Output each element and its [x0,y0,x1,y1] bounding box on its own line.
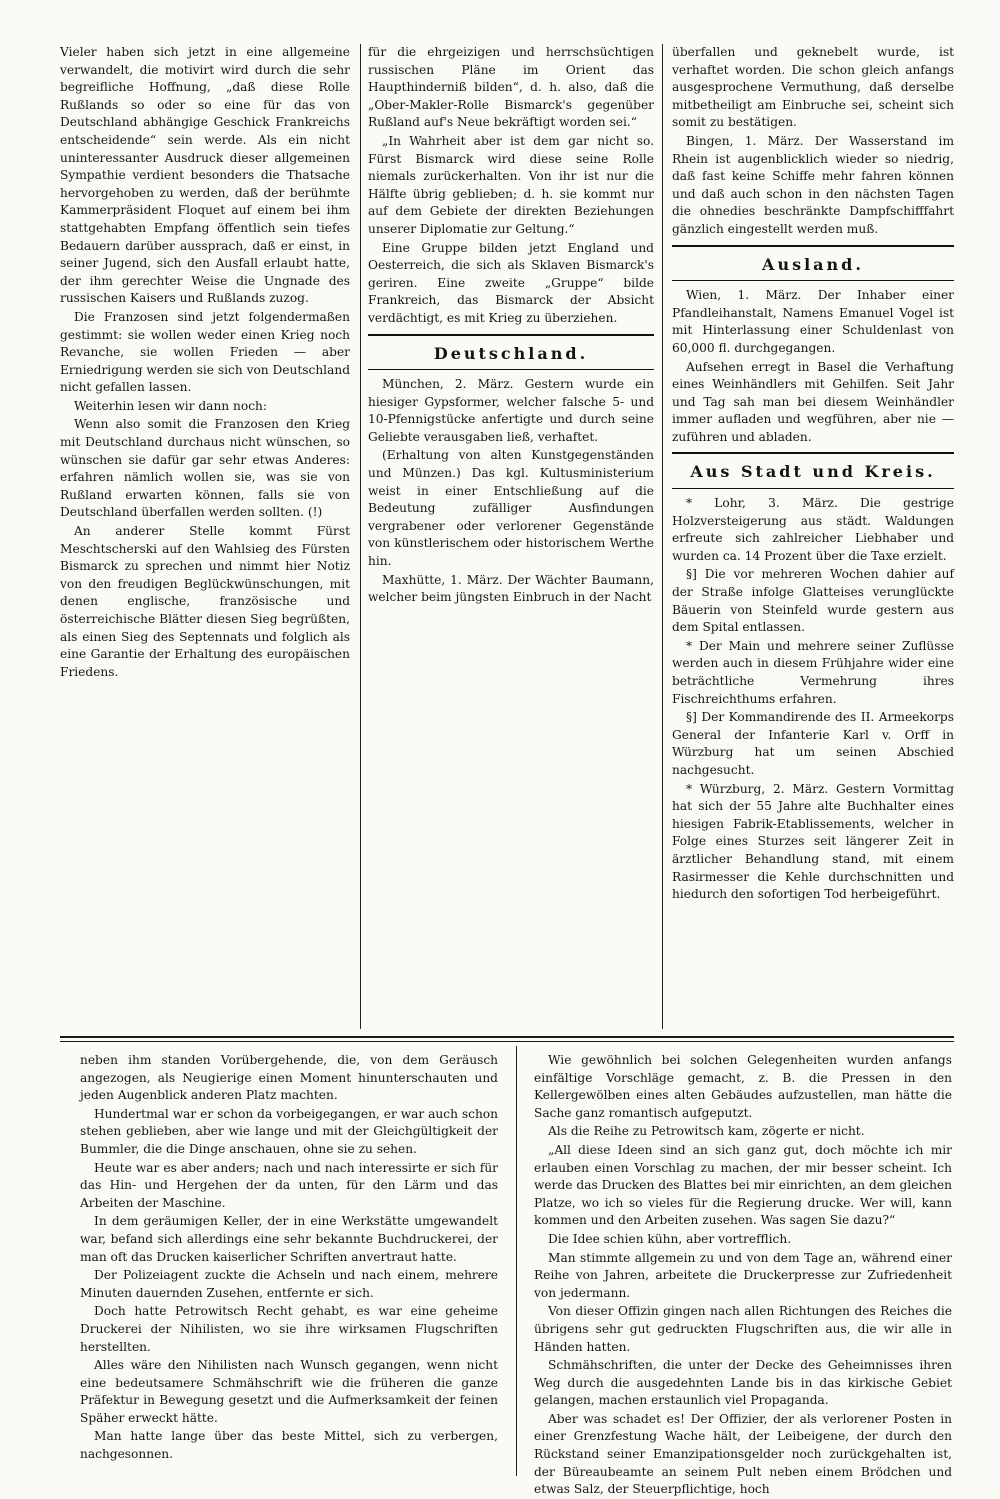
paragraph: neben ihm standen Vorübergehende, die, von dem Geräusch angezogen, als Neugierige einen Moment hinunterschauten und jeden Augenblick anderen Platz machten. [80,1053,498,1103]
paragraph: Wenn also somit die Franzosen den Krieg mit Deutschland durchaus nicht wünschen, so wünschen sie dafür gar sehr etwas Anderes: erfahren nämlich wollen sie, was sie von Rußland erwarten können, falls sie von Deutschland überfallen werden sollten. (!) [60,417,350,520]
feuilleton-rule-thin [60,1041,954,1042]
paragraph: Aber was schadet es! Der Offizier, der als verlorener Posten in einer Grenzfestung Wache hält, der Leibeigene, der durch den Rückstand seiner Emanzipationsgelder noch zurückgehalten ist, der Büreaubeamte an seinem Pult neben einem Brödchen und etwas Salz, der Steuerpflichtige, hoch [534,1411,952,1497]
section-heading-deutschland: Deutschland. [433,343,589,363]
paragraph: Aufsehen erregt in Basel die Verhaftung eines Weinhändlers mit Gehilfen. Seit Jahr und Tag sah man bei diesem Weinhändler immer aufladen und wegführen, aber nie — zuführen und abladen. [672,359,954,444]
paragraph: Wien, 1. März. Der Inhaber einer Pfandleihanstalt, Namens Emanuel Vogel ist mit Hinterlassung einer Schuldenlast von 60,000 fl. durchgegangen. [672,288,954,355]
column-divider [516,1046,517,1476]
column-2 [368,44,654,1024]
paragraph: §] Der Kommandirende des II. Armeekorps General der Infanterie Karl v. Orff in Würzburg hat um seinen Abschied nachgesucht. [672,710,954,777]
section-heading-box [672,245,954,282]
column-1 [60,44,350,1024]
paragraph: * Lohr, 3. März. Die gestrige Holzversteigerung aus städt. Waldungen erfreute sich zahlreicher Liebhaber und wurden ca. 14 Prozent über die Taxe erzielt. [672,496,954,563]
paragraph: §] Die vor mehreren Wochen dahier auf der Straße infolge Glatteises verunglückte Bäuerin von Steinfeld wurde gestern aus dem Spital entlassen. [672,567,954,635]
paragraph: In dem geräumigen Keller, der in eine Werkstätte umgewandelt war, befand sich allerdings eine sehr bekannte Buchdruckerei, der man oft das Drucken kaiserlicher Schriften anvertraut hatte. [80,1214,498,1264]
paragraph: Der Polizeiagent zuckte die Achseln und nach einem, mehrere Minuten dauernden Zusehen, entfernte er sich. [80,1268,498,1300]
section-heading-box [368,334,654,371]
paragraph: Man stimmte allgemein zu und von dem Tage an, während einer Reihe von Jahren, arbeitete die Druckerpresse zur Zufriedenheit von jedermann. [534,1250,952,1300]
feuilleton-left [80,1052,498,1472]
paragraph: Vieler haben sich jetzt in eine allgemeine verwandelt, die motivirt wird durch die sehr begreifliche Hoffnung, „daß diese Rolle Rußlands so oder so eine für das von Deutschland abhängige Geschick Frankreichs entscheidende“ sein werde. Als ein nicht uninteressanter Ausdruck dieser allgemeinen Sympathie verdient besonders die Thatsache hervorgehoben zu werden, daß der berühmte Kammerpräsident Floquet auf einem bei ihm stattgehabten Empfang öffentlich sein tiefes Bedauern darüber aussprach, daß er einst, in seiner Jugend, sich den Ausfall erlaubt hatte, der ihm gerechter Weise die Ungnade des russischen Kaisers und Rußlands zuzog. [60,45,350,306]
section-heading-stadt-kreis: Aus Stadt und Kreis. [690,462,936,482]
paragraph: Schmähschriften, die unter der Decke des Geheimnisses ihren Weg durch die ausgedehnten Lande bis in das kirkische Gebiet gelangen, machen erstaunlich viel Propaganda. [534,1358,952,1408]
section-heading-box [672,452,954,489]
paragraph: Man hatte lange über das beste Mittel, sich zu verbergen, nachgesonnen. [80,1429,498,1462]
feuilleton-rule [60,1036,954,1038]
paragraph: „All diese Ideen sind an sich ganz gut, doch möchte ich mir erlauben einen Vorschlag zu machen, der mir besser scheint. Ich werde das Drucken des Blattes bei mir einrichten, an dem gleichen Platze, wo ich so vieles für die Regierung drucke. Wer will, kann kommen und den Arbeiten zusehen. Was sagen Sie dazu?“ [534,1142,952,1228]
column-3 [672,44,954,1024]
paragraph: Von dieser Offizin gingen nach allen Richtungen des Reiches die übrigens sehr gut gedruckten Flugschriften aus, die wir alle in Händen hatten. [534,1304,952,1354]
paragraph: Heute war es aber anders; nach und nach interessirte er sich für das Hin- und Hergehen der da unten, für den Lärm und das Arbeiten der Maschine. [80,1160,498,1210]
paragraph: Die Idee schien kühn, aber vortrefflich. [548,1231,792,1246]
column-divider [662,44,663,1029]
paragraph: für die ehrgeizigen und herrschsüchtigen russischen Pläne im Orient das Haupthinderniß bilden“, d. h. also, daß die „Ober-Makler-Rolle Bismarck's gegenüber Rußland auf's Neue bekräftigt worden sei.“ [368,45,654,130]
paragraph: Als die Reihe zu Petrowitsch kam, zögerte er nicht. [548,1124,865,1139]
paragraph: Wie gewöhnlich bei solchen Gelegenheiten wurden anfangs einfältige Vorschläge gemacht, z. B. die Pressen in den Kellergewölben eines alten Gebäudes aufzustellen, man hätte die Sache ganz romantisch aufgeputzt. [534,1053,952,1120]
paragraph: Die Franzosen sind jetzt folgendermaßen gestimmt: sie wollen weder einen Krieg noch Revanche, sie wollen Frieden — aber Erniedrigung werden sie sich von Deutschland nicht gefallen lassen. [60,309,350,395]
paragraph: * Würzburg, 2. März. Gestern Vormittag hat sich der 55 Jahre alte Buchhalter eines hiesigen Fabrik-Etablissements, welcher in Folge eines Sturzes seit längerer Zeit in ärztlicher Behandlung stand, mit einem Rasirmesser die Kehle durchschnitten und hiedurch den sofortigen Tod herbeigeführt. [672,781,954,902]
paragraph: Alles wäre den Nihilisten nach Wunsch gegangen, wenn nicht eine bedeutsamere Schmähschrift wie die früheren die ganze Präfektur in Bewegung gesetzt und die Aufmerksamkeit der feinen Späher erweckt hätte. [80,1358,498,1425]
paragraph: Doch hatte Petrowitsch Recht gehabt, es war eine geheime Druckerei der Nihilisten, wo sie ihre wirksamen Flugschriften herstellten. [80,1304,498,1354]
paragraph: „In Wahrheit aber ist dem gar nicht so. Fürst Bismarck wird diese seine Rolle niemals zurückerhalten. Von ihr ist nur die Hälfte übrig geblieben; d. h. sie kommt nur auf dem Gebiete der direkten Beziehungen unserer Diplomatie zur Geltung.“ [368,133,654,236]
column-divider [360,44,361,1029]
paragraph: überfallen und geknebelt wurde, ist verhaftet worden. Die schon gleich anfangs ausgesprochene Vermuthung, daß derselbe mitbetheiligt am Einbruche sei, scheint sich somit zu bestätigen. [672,45,954,130]
paragraph: Hundertmal war er schon da vorbeigegangen, er war auch schon stehen geblieben, aber wie lange und mit der Gleichgültigkeit der Bummler, die die Dinge anschauen, ohne sie zu sehen. [80,1106,498,1156]
paragraph: Eine Gruppe bilden jetzt England und Oesterreich, die sich als Sklaven Bismarck's geriren. Eine zweite „Gruppe“ bilde Frankreich, das Bismarck der Absicht verdächtigt, es mit Krieg zu überziehen. [368,240,654,325]
feuilleton-right [534,1052,952,1497]
paragraph: An anderer Stelle kommt Fürst Meschtscherski auf den Wahlsieg des Fürsten Bismarck zu sprechen und nimmt hier Notiz von den freudigen Beglückwünschungen, mit denen englische, französische und österreichische Blätter diesen Sieg begrüßten, als einen Sieg des Septennats und folglich als eine Garantie der Erhaltung des europäischen Friedens. [60,524,350,679]
paragraph: Maxhütte, 1. März. Der Wächter Baumann, welcher beim jüngsten Einbruch in der Nacht [368,572,654,605]
paragraph: München, 2. März. Gestern wurde ein hiesiger Gypsformer, welcher falsche 5- und 10-Pfennigstücke anfertigte und durch seine Geliebte verausgaben ließ, verhaftet. [368,377,654,444]
paragraph: * Der Main und mehrere seiner Zuflüsse werden auch in diesem Frühjahre wider eine beträchtliche Vermehrung ihres Fischreichthums erfahren. [672,638,954,706]
paragraph: Bingen, 1. März. Der Wasserstand im Rhein ist augenblicklich wieder so niedrig, daß fast keine Schiffe mehr fahren können und daß auch schon in den nächsten Tagen die ohnedies beschränkte Dampfschifffahrt gänzlich eingestellt werden muß. [672,133,954,236]
paragraph: Weiterhin lesen wir dann noch: [74,398,267,413]
paragraph: (Erhaltung von alten Kunstgegenständen und Münzen.) Das kgl. Kultusministerium weist in einer Entschließung auf die Bedeutung zufälliger Ausfindungen vergrabener oder verlorener Gegenstände von künstlerischem oder historischem Werthe hin. [368,448,654,569]
section-heading-ausland: Ausland. [762,254,864,274]
